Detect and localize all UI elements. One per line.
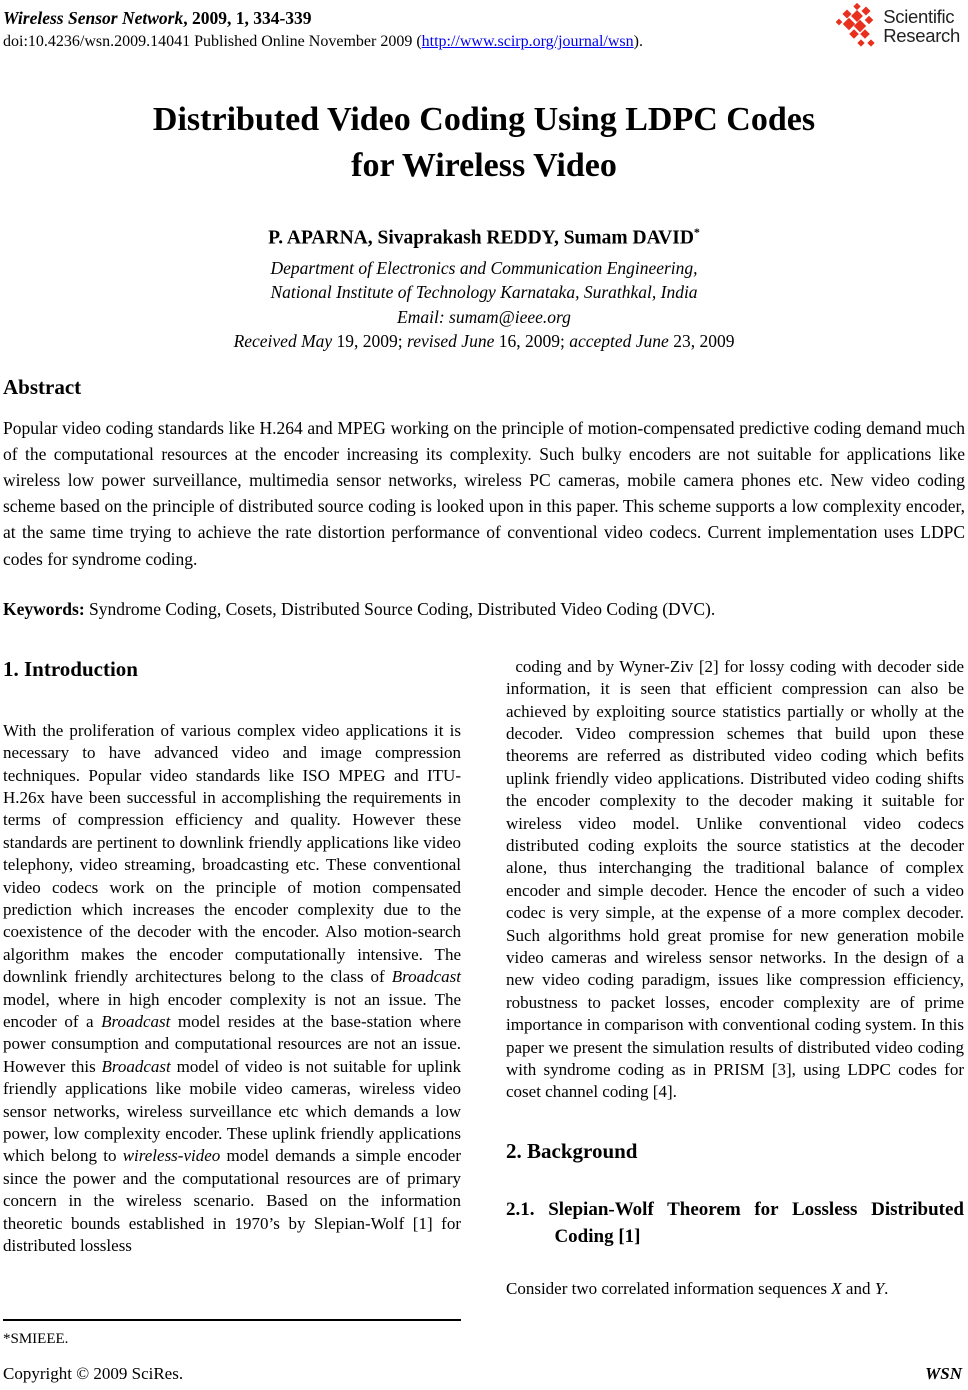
scirp-diamonds-icon: [836, 3, 880, 49]
keywords-line: [3, 596, 965, 622]
footnote-text: *SMIEEE.: [3, 1330, 69, 1347]
footnote-block: [3, 1319, 461, 1348]
author-names: P. APARNA, Sivaprakash REDDY, Sumam DAVID*: [268, 225, 700, 249]
journal-issue: , 2009, 1, 334-339: [183, 8, 312, 28]
paper-title-line1: Distributed Video Coding Using LDPC Codes: [152, 101, 816, 138]
doi-text: doi:10.4236/wsn.2009.14041 Published Online November 2009 (: [3, 33, 422, 50]
page-header: [0, 0, 968, 53]
affiliation-line2: National Institute of Technology Karnataka, Surathkal, India: [270, 282, 698, 302]
doi-line: [3, 31, 964, 53]
journal-abbreviation: WSN: [925, 1364, 962, 1383]
right-column: [506, 656, 964, 1348]
affiliation-line1: Department of Electronics and Communication Engineering,: [270, 257, 698, 278]
keywords-text: Syndrome Coding, Cosets, Distributed Source Coding, Distributed Video Coding (DVC).: [84, 598, 716, 619]
doi-text-suffix: ).: [633, 33, 643, 50]
paper-title-line2: for Wireless Video: [351, 147, 617, 184]
paper-title: [0, 97, 968, 189]
abstract-text: Popular video coding standards like H.264 and MPEG working on the principle of motion-compensated predictive coding demand much of the computational resources at the encoder increasing its complexity. Such bulky encoders are not suitable for applications like wireless low power surveillance, multimedia sensor networks, wireless PC cameras, mobile camera phones etc. New video coding scheme based on the principle of distributed source coding is looked upon in this paper. This scheme supports a low complexity encoder, at the same time trying to achieve the rate distortion performance of conventional video codecs. Current implementation uses LDPC codes for syndrome coding.: [3, 417, 965, 569]
section-2-heading: 2. Background: [506, 1138, 638, 1163]
journal-url-link[interactable]: http://www.scirp.org/journal/wsn: [421, 33, 634, 50]
section-2-1-heading: 2.1. Slepian-Wolf Theorem for Lossless Distributed Coding [1]: [506, 1198, 964, 1247]
author-block: [0, 219, 968, 354]
author-footnote-mark: *: [693, 225, 700, 239]
section-1-heading: 1. Introduction: [3, 656, 138, 681]
intro-continued-paragraph: coding and by Wyner-Ziv [2] for lossy coding with decoder side information, it is seen that efficient compression can also be achieved by exploiting source statistics partially or wholly at the decoder. Video compression schemes that build upon these theorems are referred as distributed video coding which befits uplink friendly video applications. Distributed video coding shifts the encoder complexity to the decoder making it suitable for wireless video model. Unlike conventional video codecs distributed coding exploits the source statistics at the decoder alone, thus interchanging the traditional balance of complex encoder and simple decoder. Hence the encoder of such a video codec is very simple, at the expense of a more complex decoder. Such algorithms hold great promise for new generation mobile video cameras and wireless sensor networks. In the design of a new video coding paradigm, issues like compression efficiency, robustness to packet losses, encoder complexity are of prime importance in comparison with conventional coding system. In this paper we present the simulation results of distributed video coding with syndrome coding as in PRISM [3], using LDPC codes for coset channel coding [4].: [506, 656, 964, 1102]
left-column: [3, 656, 461, 1348]
footnote-divider: [3, 1319, 461, 1321]
received-dates-line: Received May 19, 2009; revised June 16, 2009; accepted June 23, 2009: [233, 331, 735, 351]
logo-line1: Scientific: [883, 6, 955, 27]
intro-paragraph: With the proliferation of various complex video applications it is necessary to have advanced video and image compression techniques. Popular video standards like ISO MPEG and ITU-H.26x have been successful in accomplishing the requirements in terms of compression efficiency and quality. However these standards are pertinent to downlink friendly applications like video telephony, video streaming, broadcasting etc. These conventional video codecs work on the principle of motion compensated prediction which increases the encoder complexity due to the coexistence of the decoder with the encoder. Also motion-search algorithm makes the encoder computationally intensive. The downlink friendly architectures belong to the class of Broadcast model, where in high encoder complexity is not an issue. The encoder of a Broadcast model resides at the base-station where power consumption and computational resources are not an issue. However this Broadcast model of video is not suitable for uplink friendly applications like mobile video cameras, wireless video sensor networks, wireless surveillance etc which demands a low power, low complexity encoder. These uplink friendly applications which belong to wireless-video model demands a simple encoder since the power and the computational resources are of primary concern in the wireless scenario. Based on the information theoretic bounds established in 1970’s by Slepian-Wolf [1] for distributed lossless: [3, 720, 461, 1256]
abstract-heading: Abstract: [3, 374, 82, 399]
scientific-research-logo: [836, 3, 960, 49]
email-line: Email: sumam@ieee.org: [397, 306, 571, 327]
journal-name: Wireless Sensor Network: [3, 8, 184, 28]
body-columns: [3, 656, 964, 1348]
logo-line2: Research: [883, 25, 960, 46]
journal-citation: [3, 7, 964, 29]
page-footer: [3, 1364, 962, 1384]
keywords-label: Keywords:: [3, 598, 85, 619]
copyright-text: Copyright © 2009 SciRes.: [3, 1364, 184, 1383]
section-2-1-paragraph: Consider two correlated information sequences X and Y.: [506, 1278, 889, 1298]
logo-wordmark: [883, 7, 960, 45]
